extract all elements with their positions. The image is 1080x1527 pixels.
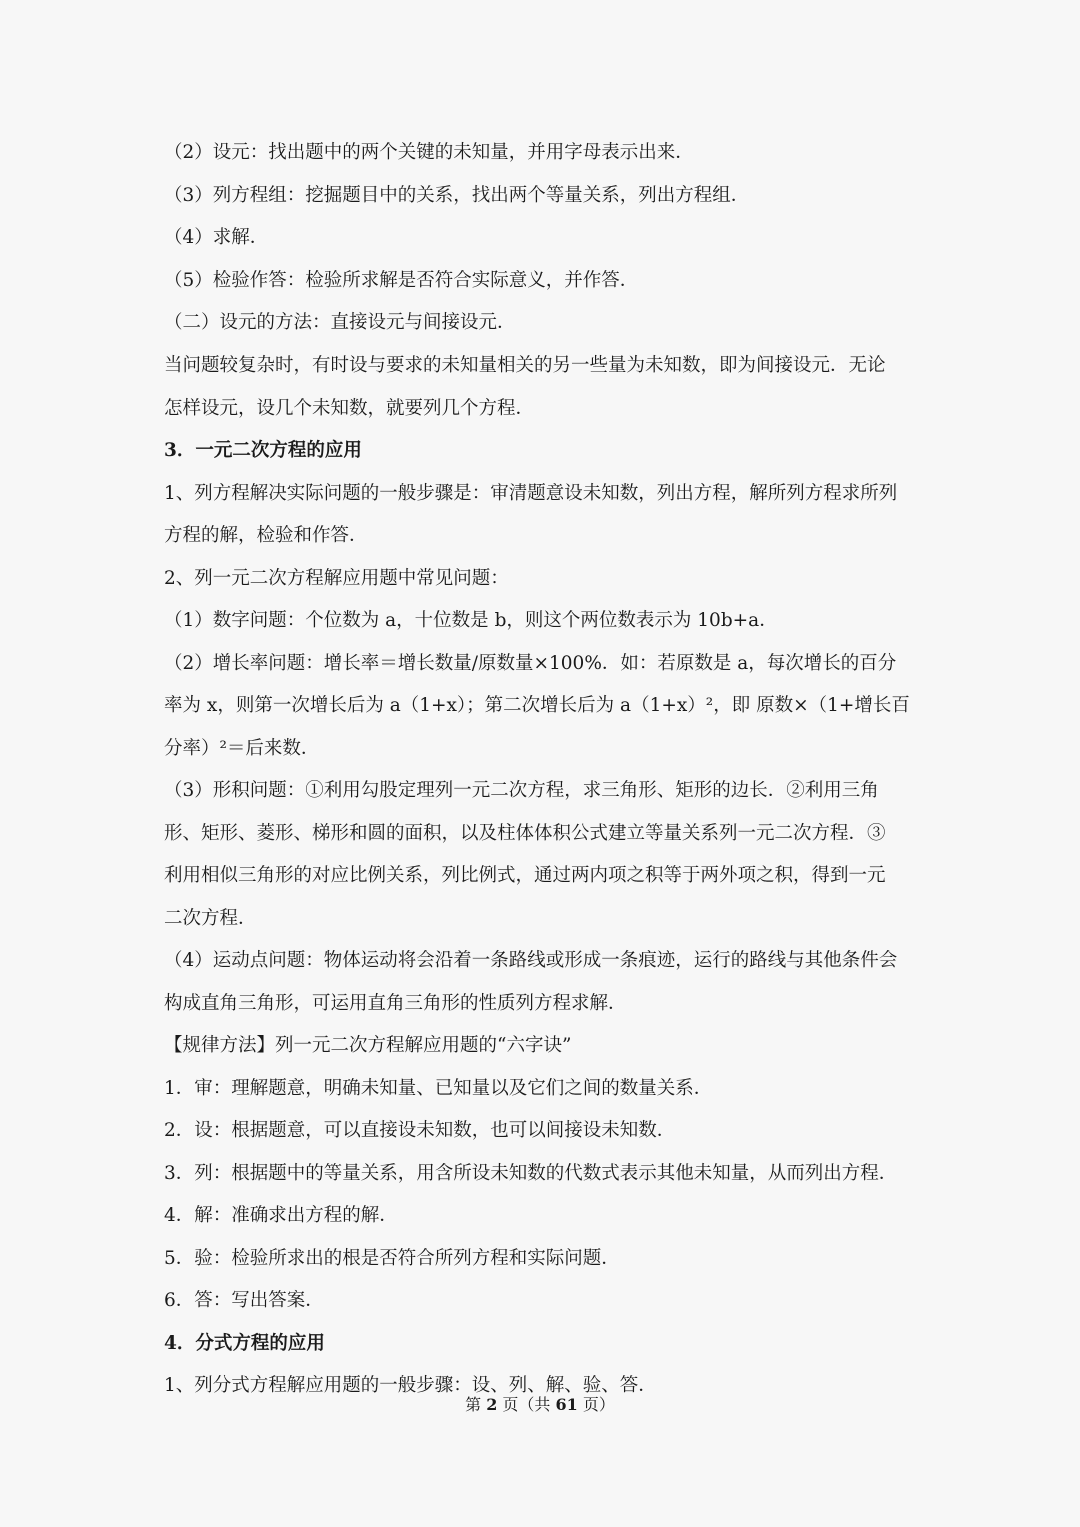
text-line: 5．验：检验所求出的根是否符合所列方程和实际问题． xyxy=(164,1248,620,1269)
text-line: 1、列分式方程解应用题的一般步骤：设、列、解、验、答． xyxy=(164,1375,657,1396)
text-line: 2．设：根据题意，可以直接设未知数，也可以间接设未知数． xyxy=(164,1120,676,1141)
text-line: 1．审：理解题意，明确未知量、已知量以及它们之间的数量关系． xyxy=(164,1078,713,1099)
page-footer xyxy=(0,1394,1080,1416)
text-line: （2）增长率问题：增长率＝增长数量/原数量×100%．如：若原数是 a，每次增长的百分 xyxy=(164,653,897,674)
text-line: （5）检验作答：检验所求解是否符合实际意义，并作答． xyxy=(164,270,639,291)
text-line: （1）数字问题：个位数为 a，十位数是 b，则这个两位数表示为 10b+a． xyxy=(164,610,778,631)
text-line: 分率）²＝后来数． xyxy=(164,738,320,759)
text-line: 二次方程． xyxy=(164,908,257,929)
text-line: 方程的解，检验和作答． xyxy=(164,525,368,546)
footer-suffix: 页） xyxy=(577,1395,615,1414)
footer-middle: 页（共 xyxy=(497,1395,556,1414)
text-line: （二）设元的方法：直接设元与间接设元． xyxy=(164,312,516,333)
text-line: （4）求解． xyxy=(164,227,269,248)
text-line: （2）设元：找出题中的两个关键的未知量，并用字母表示出来． xyxy=(164,142,694,163)
section-heading: 4．分式方程的应用 xyxy=(164,1333,325,1354)
text-line: 6．答：写出答案． xyxy=(164,1290,324,1311)
text-line: 怎样设元，设几个未知数，就要列几个方程． xyxy=(164,398,535,419)
text-line: 3．列：根据题中的等量关系，用含所设未知数的代数式表示其他未知量，从而列出方程． xyxy=(164,1163,898,1184)
text-line: 率为 x，则第一次增长后为 a（1+x）；第二次增长后为 a（1+x）²，即 原数×（1+增长百 xyxy=(164,695,910,716)
total-pages: 61 xyxy=(555,1395,578,1414)
text-line: 2、列一元二次方程解应用题中常见问题： xyxy=(164,568,509,589)
text-line: 利用相似三角形的对应比例关系，列比例式，通过两内项之积等于两外项之积，得到一元 xyxy=(164,865,886,886)
page-number: 2 xyxy=(486,1395,498,1414)
section-heading: 3．一元二次方程的应用 xyxy=(164,440,362,461)
text-line: 4．解：准确求出方程的解． xyxy=(164,1205,398,1226)
text-line: 1、列方程解决实际问题的一般步骤是：审清题意设未知数，列出方程，解所列方程求所列 xyxy=(164,483,898,504)
text-line: 当问题较复杂时，有时设与要求的未知量相关的另一些量为未知数，即为间接设元．无论 xyxy=(164,355,886,376)
text-line: 形、矩形、菱形、梯形和圆的面积，以及柱体体积公式建立等量关系列一元二次方程．③ xyxy=(164,823,886,844)
footer-prefix: 第 xyxy=(465,1395,487,1414)
text-line: 【规律方法】列一元二次方程解应用题的“六字诀” xyxy=(164,1035,572,1056)
text-line: 构成直角三角形，可运用直角三角形的性质列方程求解． xyxy=(164,993,627,1014)
text-line: （3）形积问题：①利用勾股定理列一元二次方程，求三角形、矩形的边长．②利用三角 xyxy=(164,780,879,801)
text-line: （4）运动点问题：物体运动将会沿着一条路线或形成一条痕迹，运行的路线与其他条件会 xyxy=(164,950,898,971)
text-line: （3）列方程组：挖掘题目中的关系，找出两个等量关系，列出方程组． xyxy=(164,185,750,206)
